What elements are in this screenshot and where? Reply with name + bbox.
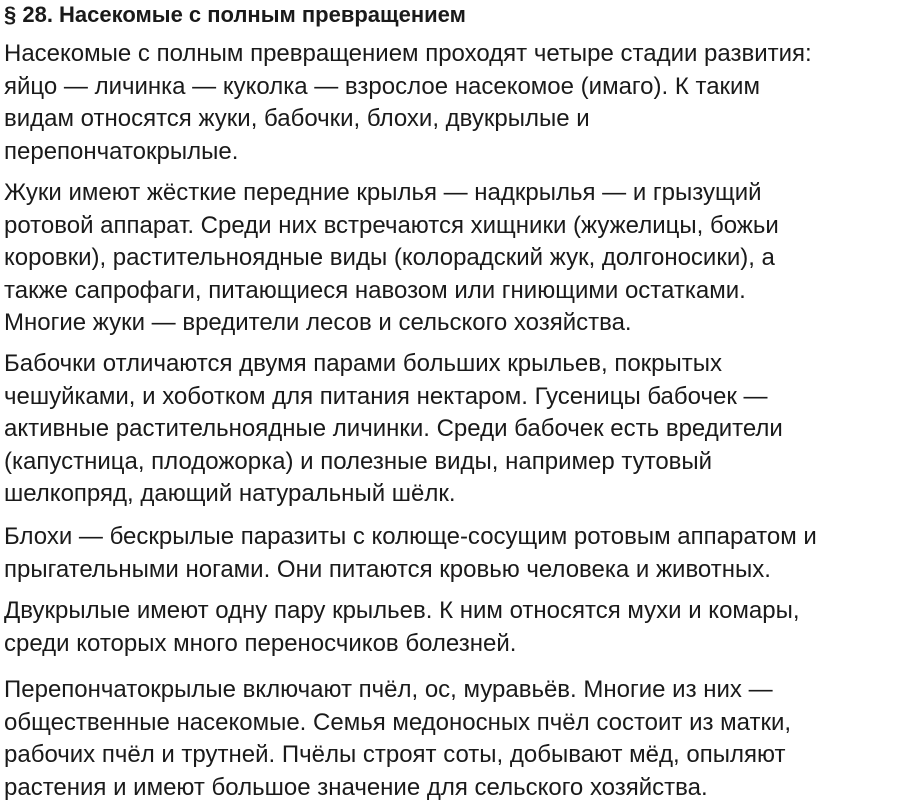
text-line: Бабочки отличаются двумя парами больших крыльев, покрытых	[4, 350, 723, 377]
text-line: Насекомые с полным превращением проходят четыре стадии развития:	[4, 40, 812, 67]
text-line: Двукрылые имеют одну пару крыльев. К ним относятся мухи и комары,	[4, 597, 800, 624]
paragraph-hymenoptera	[4, 674, 791, 800]
text-line: растения и имеют большое значение для сельского хозяйства.	[4, 773, 708, 800]
text-line: среди которых много переносчиков болезней.	[4, 629, 517, 657]
text-line: рабочих пчёл и трутней. Пчёлы строят соты, добывают мёд, опыляют	[4, 741, 786, 768]
text-line: перепончатокрылые.	[4, 137, 239, 165]
paragraph-fleas	[4, 521, 817, 586]
text-line: Многие жуки — вредители лесов и сельского хозяйства.	[4, 309, 632, 336]
text-line: общественные насекомые. Семья медоносных пчёл состоит из матки,	[4, 708, 792, 736]
paragraph-beetles	[4, 177, 779, 340]
text-line: яйцо — личинка — куколка — взрослое насекомое (имаго). К таким	[4, 72, 760, 100]
text-line: ротовой аппарат. Среди них встречаются хищники (жужелицы, божьи	[4, 211, 779, 239]
text-line: Жуки имеют жёсткие передние крылья — надкрылья — и грызущий	[4, 179, 762, 206]
text-line: Блохи — бескрылые паразиты с колюще-сосущим ротовым аппаратом и	[4, 523, 817, 550]
text-line: коровки), растительноядные виды (колорадский жук, долгоносики), а	[4, 244, 775, 271]
text-line: видам относятся жуки, бабочки, блохи, двукрылые и	[4, 105, 590, 132]
text-line: активные растительноядные личинки. Среди бабочек есть вредители	[4, 415, 783, 442]
text-line: также сапрофаги, питающиеся навозом или гниющими остатками.	[4, 276, 746, 304]
paragraph-butterflies	[4, 348, 783, 511]
paragraph-stages	[4, 38, 812, 168]
text-line: шелкопряд, дающий натуральный шёлк.	[4, 480, 456, 507]
text-line: прыгательными ногами. Они питаются кровью человека и животных.	[4, 555, 771, 583]
text-line: Перепончатокрылые включают пчёл, ос, муравьёв. Многие из них —	[4, 676, 773, 703]
text-line: (капустница, плодожорка) и полезные виды, например тутовый	[4, 447, 713, 475]
paragraph-diptera	[4, 595, 800, 660]
text-line: чешуйками, и хоботком для питания нектаром. Гусеницы бабочек —	[4, 382, 768, 410]
section-heading: § 28. Насекомые с полным превращением	[4, 2, 466, 27]
